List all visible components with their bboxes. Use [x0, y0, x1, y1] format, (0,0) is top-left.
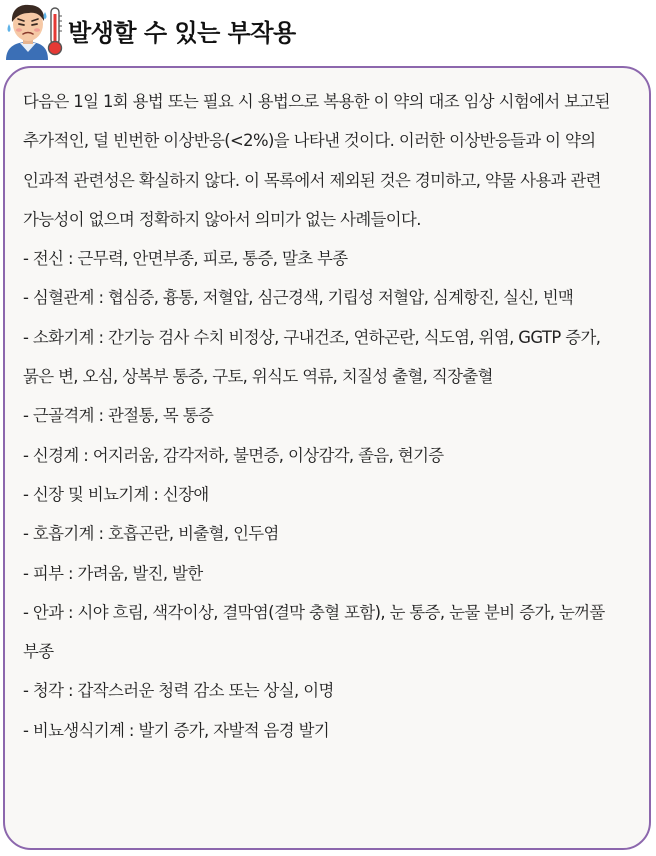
list-item: - 비뇨생식기계 : 발기 증가, 자발적 음경 발기: [23, 720, 330, 740]
list-item: - 심혈관계 : 협심증, 흉통, 저혈압, 심근경색, 기립성 저혈압, 심계항진, 실신, 빈맥: [23, 288, 574, 308]
list-item: - 청각 : 갑작스러운 청력 감소 또는 상실, 이명: [23, 681, 334, 701]
list-item: - 신경계 : 어지러움, 감각저하, 불면증, 이상감각, 졸음, 현기증: [23, 445, 444, 465]
list-item: - 신장 및 비뇨기계 : 신장애: [23, 484, 209, 504]
side-effects-panel: [3, 66, 651, 850]
side-effects-text: [23, 82, 635, 750]
page-title: 발생할 수 있는 부작용: [68, 19, 296, 47]
intro-paragraph: 다음은 1일 1회 용법 또는 필요 시 용법으로 복용한 이 약의 대조 임상 시험에서 보고된 추가적인, 덜 빈번한 이상반응(<2%)을 나타낸 것이다. 이러한 이상반응들과 이 약의 인과적 관련성은 확실하지 않다. 이 목록에서 제외된 것은 경미하고, 약물 사용과 관련 가능성이 없으며 정확하지 않아서 의미가 없는 사례들이다.: [23, 92, 610, 229]
list-item: - 안과 : 시야 흐림, 색각이상, 결막염(결막 충혈 포함), 눈 통증, 눈물 분비 증가, 눈꺼풀 부종: [23, 602, 605, 662]
hot-sweating-person-icon: [2, 2, 64, 60]
list-item: - 피부 : 가려움, 발진, 발한: [23, 563, 203, 583]
list-item: - 전신 : 근무력, 안면부종, 피로, 통증, 말초 부종: [23, 249, 348, 269]
list-item: - 호흡기계 : 호흡곤란, 비출혈, 인두염: [23, 524, 279, 544]
header: [0, 0, 656, 62]
list-item: - 근골격계 : 관절통, 목 통증: [23, 406, 214, 426]
list-item: - 소화기계 : 간기능 검사 수치 비정상, 구내건조, 연하곤란, 식도염, 위염, GGTP 증가, 묽은 변, 오심, 상복부 통증, 구토, 위식도 역류, 치질성 출혈, 직장출혈: [23, 327, 601, 387]
